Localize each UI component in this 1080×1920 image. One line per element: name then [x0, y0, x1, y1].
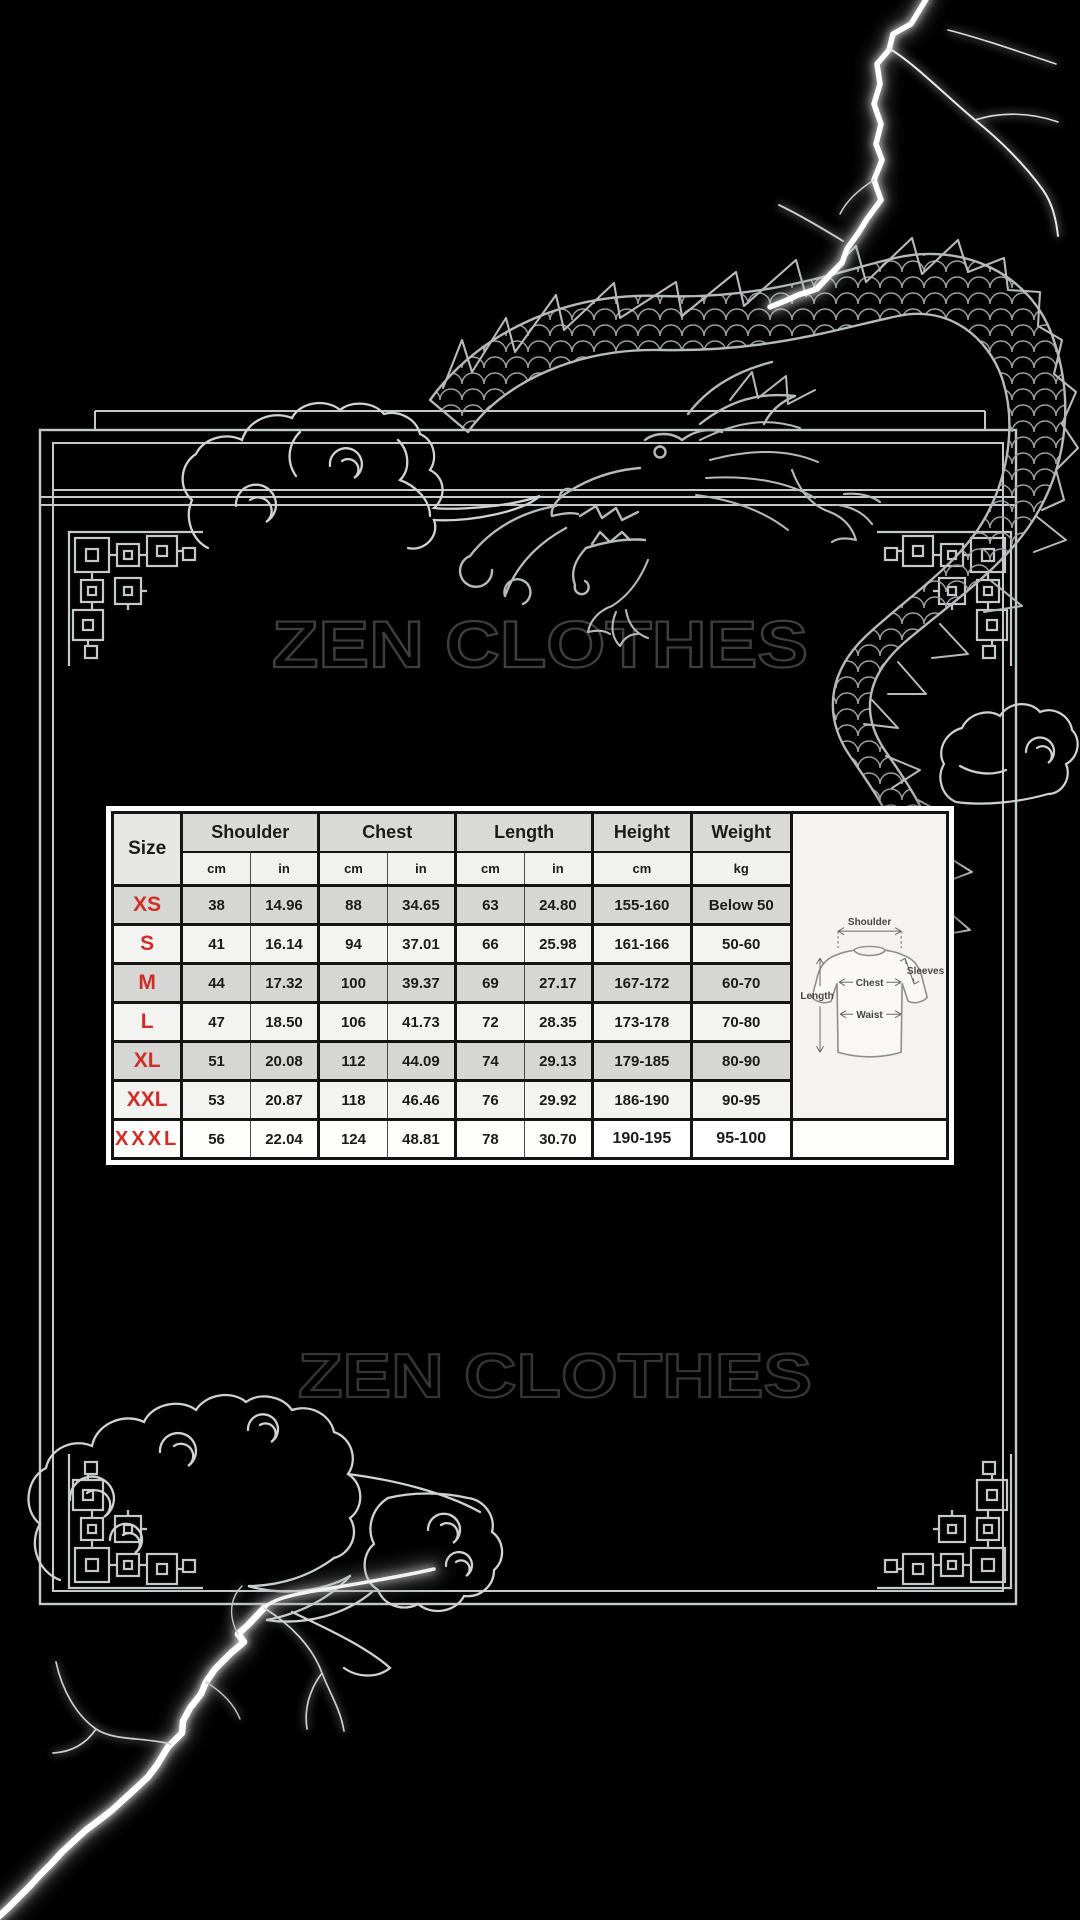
cell: 44	[182, 964, 250, 1003]
length-group-header: Length	[456, 813, 593, 853]
unit-label: cm	[456, 852, 524, 886]
size-row-xxxl	[113, 1120, 948, 1159]
chest-group-header: Chest	[319, 813, 456, 853]
height-group-header: Height	[593, 813, 692, 853]
lightning-bottom-left	[0, 1569, 434, 1919]
cloud-motif-top-left	[183, 403, 540, 549]
cell: 76	[456, 1081, 524, 1120]
cell: 53	[182, 1081, 250, 1120]
cell: 34.65	[387, 886, 455, 925]
cell: 173-178	[593, 1003, 692, 1042]
cell: 18.50	[250, 1003, 318, 1042]
cell: 17.32	[250, 964, 318, 1003]
cell: 190-195	[593, 1120, 692, 1159]
cell: 95-100	[691, 1120, 791, 1159]
cell: 74	[456, 1042, 524, 1081]
cell: 161-166	[593, 925, 692, 964]
cell: 118	[319, 1081, 387, 1120]
unit-label: cm	[182, 852, 250, 886]
weight-group-header: Weight	[691, 813, 791, 853]
cell: 20.08	[250, 1042, 318, 1081]
cell: 56	[182, 1120, 250, 1159]
unit-label: cm	[593, 852, 692, 886]
cell: 51	[182, 1042, 250, 1081]
unit-label: cm	[319, 852, 387, 886]
cell: 94	[319, 925, 387, 964]
cell: 69	[456, 964, 524, 1003]
brand-wordmark-top: ZEN CLOTHES	[272, 607, 808, 681]
cell: 29.92	[524, 1081, 592, 1120]
cell: 80-90	[691, 1042, 791, 1081]
cell: 47	[182, 1003, 250, 1042]
cell: 41.73	[387, 1003, 455, 1042]
unit-label: in	[387, 852, 455, 886]
cell: 60-70	[691, 964, 791, 1003]
cell: 78	[456, 1120, 524, 1159]
size-chart-panel	[106, 806, 954, 1165]
cell: 66	[456, 925, 524, 964]
size-label: XXL	[113, 1081, 182, 1120]
cell: 38	[182, 886, 250, 925]
unit-label: in	[524, 852, 592, 886]
cell: 22.04	[250, 1120, 318, 1159]
cell: 167-172	[593, 964, 692, 1003]
cell: 124	[319, 1120, 387, 1159]
size-column-header: Size	[113, 813, 182, 886]
size-label: XXXL	[113, 1120, 182, 1159]
cell: 37.01	[387, 925, 455, 964]
cell: 48.81	[387, 1120, 455, 1159]
cell: 44.09	[387, 1042, 455, 1081]
cell: 39.37	[387, 964, 455, 1003]
cell: 50-60	[691, 925, 791, 964]
cell: 106	[319, 1003, 387, 1042]
cell: 24.80	[524, 886, 592, 925]
cell: 72	[456, 1003, 524, 1042]
diagram-label-sleeves: Sleeves	[906, 966, 944, 978]
empty-cell	[791, 1120, 947, 1159]
brand-wordmark-bottom: ZEN CLOTHES	[298, 1342, 812, 1411]
cell: 20.87	[250, 1081, 318, 1120]
cell: 46.46	[387, 1081, 455, 1120]
measurement-diagram-cell	[791, 813, 947, 1120]
size-label: M	[113, 964, 182, 1003]
cell: 100	[319, 964, 387, 1003]
shoulder-group-header: Shoulder	[182, 813, 319, 853]
cell: 41	[182, 925, 250, 964]
size-label: XS	[113, 886, 182, 925]
cell: 90-95	[691, 1081, 791, 1120]
header-group-row	[113, 813, 948, 853]
cell: 14.96	[250, 886, 318, 925]
cell: 63	[456, 886, 524, 925]
cell: 27.17	[524, 964, 592, 1003]
diagram-label-length: Length	[800, 991, 834, 1003]
cell: 186-190	[593, 1081, 692, 1120]
cell: Below 50	[691, 886, 791, 925]
cell: 179-185	[593, 1042, 692, 1081]
cell: 112	[319, 1042, 387, 1081]
cell: 16.14	[250, 925, 318, 964]
unit-label: in	[250, 852, 318, 886]
size-label: L	[113, 1003, 182, 1042]
size-label: XL	[113, 1042, 182, 1081]
size-label: S	[113, 925, 182, 964]
size-chart-table	[111, 811, 949, 1160]
diagram-label-chest: Chest	[855, 978, 884, 990]
cell: 30.70	[524, 1120, 592, 1159]
diagram-label-waist: Waist	[856, 1010, 883, 1022]
cell: 70-80	[691, 1003, 791, 1042]
cell: 88	[319, 886, 387, 925]
tshirt-measurement-diagram	[793, 818, 946, 1114]
diagram-label-shoulder: Shoulder	[847, 916, 892, 928]
cell: 29.13	[524, 1042, 592, 1081]
cell: 25.98	[524, 925, 592, 964]
cell: 155-160	[593, 886, 692, 925]
cloud-motif-bottom-left	[29, 1395, 503, 1675]
unit-label: kg	[691, 852, 791, 886]
cell: 28.35	[524, 1003, 592, 1042]
cloud-motif-right	[940, 704, 1077, 803]
